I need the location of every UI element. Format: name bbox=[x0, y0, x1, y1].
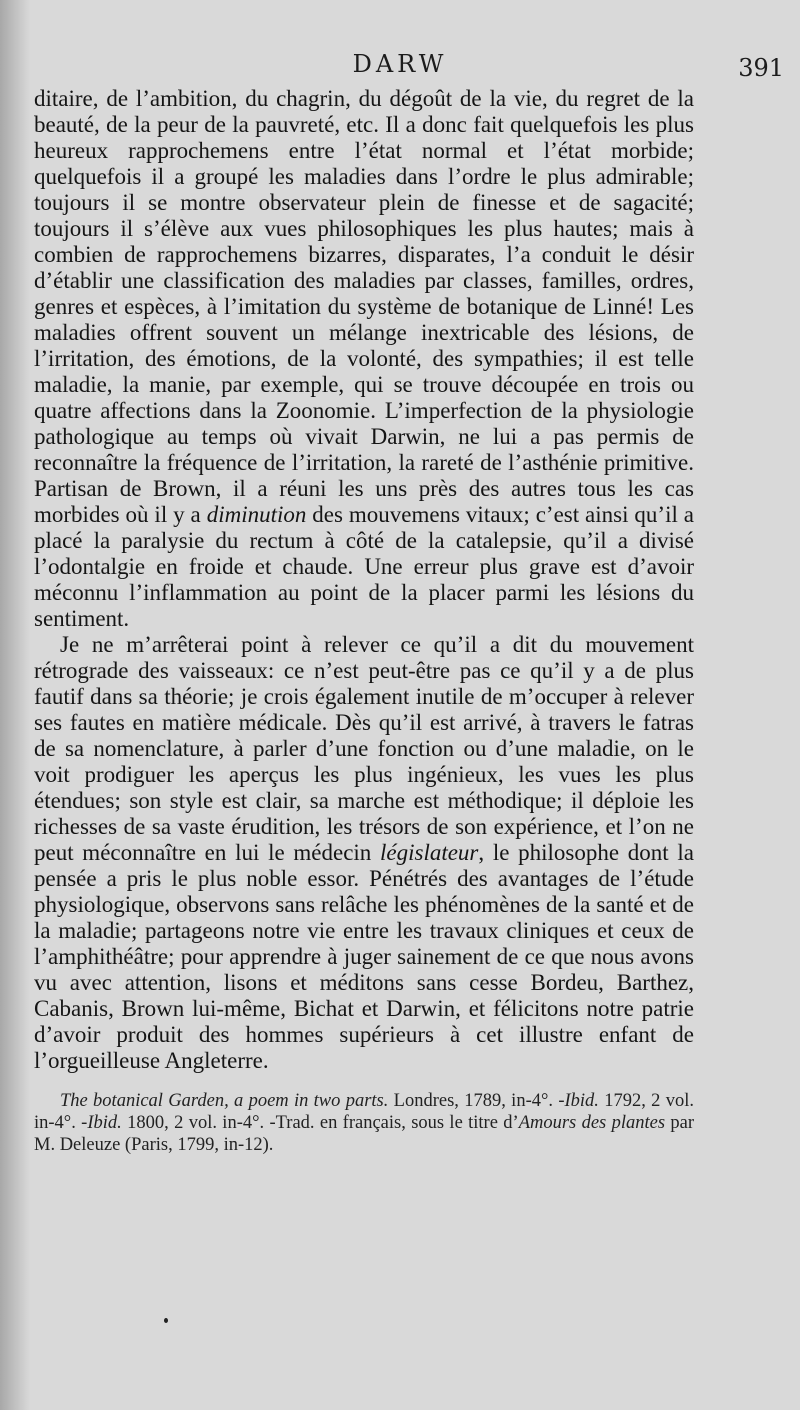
paragraph-segment: , le philosophe dont la pensée a pris le plus noble essor. Pénétrés des avantages de l’étude physiologique, observons sans relâche les phénomènes de la santé et de la maladie; partageons notre vie entre les travaux cliniques et ceux de l’amphithéâtre; pour apprendre à juger sainement de ce que nous avons vu avec attention, lisons et méditons sans cesse Bordeu, Barthez, Cabanis, Brown lui-même, Bichat et Darwin, et félicitons notre patrie d’avoir produit des hommes supérieurs à cet illustre enfant de l’orgueilleuse Angleterre. bbox=[34, 840, 694, 1073]
ibid-reference: Ibid. bbox=[564, 1091, 599, 1111]
page-number: 391 bbox=[738, 54, 784, 82]
italic-term-diminution: diminution bbox=[206, 502, 307, 527]
page-gutter-shadow bbox=[0, 0, 30, 1410]
note-segment: 1800, 2 vol. in-4°. -Trad. en français, sous le titre d’ bbox=[121, 1113, 519, 1133]
running-head bbox=[0, 50, 800, 86]
ibid-reference: Ibid. bbox=[87, 1113, 122, 1133]
paragraph-segment: des mouvemens vitaux; c’est ainsi qu’il a placé la paralysie du rectum à côté de la catalepsie, qu’il a divisé l’odontalgie en froide et chaude. Une erreur plus grave est d’avoir méconnu l’inflammation au point de la placer parmi les lésions du sentiment. bbox=[34, 502, 694, 631]
translation-title: Amours des plantes bbox=[518, 1113, 666, 1133]
ink-spot bbox=[164, 1318, 168, 1323]
paragraph-2 bbox=[34, 632, 694, 1074]
bibliographic-note bbox=[34, 1090, 694, 1156]
running-title: DARW bbox=[352, 50, 448, 78]
body-text bbox=[34, 86, 694, 1156]
note-segment: Londres, 1789, in-4°. - bbox=[388, 1091, 565, 1111]
note-segment: 1792, 2 vol. in-4°. - bbox=[34, 1091, 694, 1133]
paragraph-segment: Je ne m’arrêterai point à relever ce qu’il a dit du mouvement rétrograde des vaisseaux: ce n’est peut-être pas ce qu’il y a de plus fautif dans sa théorie; je crois également inutile de m’occuper à relever ses fautes en matière médicale. Dès qu’il est arrivé, à travers le fatras de sa nomenclature, à parler d’une fonction ou d’une maladie, on le voit prodiguer les aperçus les plus ingénieux, les vues les plus étendues; son style est clair, sa marche est méthodique; il déploie les richesses de sa vaste érudition, les trésors de son expérience, et l’on ne peut méconnaître en lui le médecin bbox=[34, 632, 694, 865]
book-title: The botanical Garden, a poem in two parts. bbox=[60, 1091, 389, 1111]
paragraph-1 bbox=[34, 86, 694, 632]
italic-term-legislateur: législateur bbox=[380, 840, 479, 865]
paragraph-segment: ditaire, de l’ambition, du chagrin, du dégoût de la vie, du regret de la beauté, de la peur de la pauvreté, etc. Il a donc fait quelquefois les plus heureux rapprochemens entre l’état normal et l’état morbide; quelquefois il a groupé les maladies dans l’ordre le plus admirable; toujours il se montre observateur plein de finesse et de sagacité; toujours il s’élève aux vues philosophiques les plus hautes; mais à combien de rapprochemens bizarres, disparates, l’a conduit le désir d’établir une classification des maladies par classes, familles, ordres, genres et espèces, à l’imitation du système de botanique de Linné! Les maladies offrent souvent un mélange inextricable des lésions, de l’irritation, des émotions, de la volonté, des sympathies; il est telle maladie, la manie, par exemple, qui se trouve découpée en trois ou quatre affections dans la Zoonomie. L’imperfection de la physiologie pathologique au temps où vivait Darwin, ne lui a pas permis de reconnaître la fréquence de l’irritation, la rareté de l’asthénie primitive. Partisan de Brown, il a réuni les uns près des autres tous les cas morbides où il y a bbox=[34, 86, 694, 527]
note-segment: par M. Deleuze (Paris, 1799, in-12). bbox=[34, 1113, 695, 1155]
